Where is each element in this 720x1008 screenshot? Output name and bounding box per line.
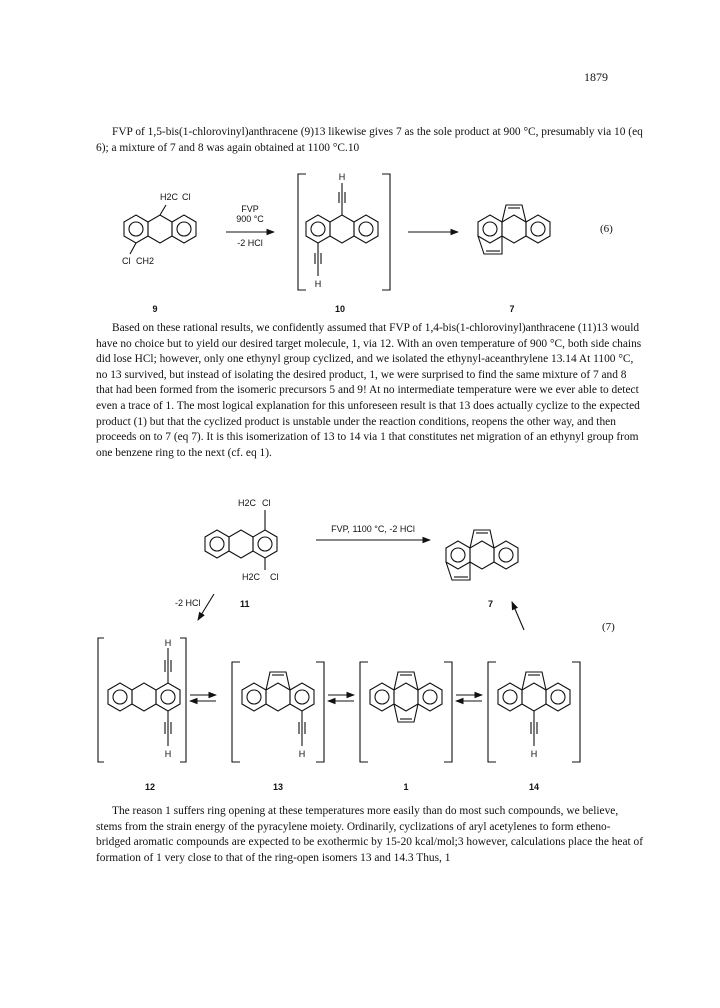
label-10: 10 [334,304,346,314]
s7-cl-top: Cl [262,498,271,508]
eq-7-label: (7) [602,621,615,633]
s6-h2c: H2C [160,192,179,202]
s7-h-12-bottom: H [164,749,172,759]
scheme-6-labels [122,172,613,314]
s6-reagent-mid: 900 °C [236,214,264,224]
s6-reagent-bottom: -2 HCl [237,238,263,248]
paragraph-2: Based on these rational results, we confidently assumed that FVP of 1,4-bis(1-chlorovinyl)anthracene (11)13 would have no choice but to yield our desired target molecule, 1, via 12. With an oven temperature of 900 °C, both side chains did lose HCl; however, only one ethynyl group cyclized, and we isolated the ethynyl-aceanthrylene 13.14 At 1100 °C, no 13 survived, but instead of isolating the desired product, 1, we were surprised to find the same mixture of 7 and 8 that had been formed from the isomeric precursors 5 and 9! At no intermediate temperature were we ever able to detect even a trace of 1. The most logical explanation for this unforeseen result is that 13 does actually cyclize to the expected product (1) but that the cyclized product is unstable under the reaction conditions, reopens the other way, and then proceeds on to 7 (eq 7). It is this isomerization of 13 to 14 via 1 that constitutes net migration of an ethynyl group from one benzene ring to the next (cf. eq 1). [96,322,642,459]
label-11: 11 [240,599,250,609]
compound-1-structure [370,672,442,722]
scheme-7 [98,510,580,762]
s6-h-bottom: H [314,279,322,289]
compound-7b-structure [446,530,518,580]
compound-14-structure [498,672,570,746]
label-13: 13 [272,782,284,792]
scheme-7-labels [145,498,615,792]
s7-side-label: -2 HCl [175,598,201,608]
paragraph-3: The reason 1 suffers ring opening at these temperatures more easily than do most such compounds, we believe, stems from the strain energy of the pyracylene moiety. Ordinarily, cyclizations of aryl acetylenes to form etheno-bridged aromatic compounds are expected to be exothermic by 15-20 kcal/mol;3 however, calculations place the heat of formation of 1 very close to that of the ring-open isomers 13 and 14.3 Thus, 1 [96,805,644,864]
s7-h-13: H [298,749,306,759]
compound-13-structure [242,672,314,746]
compound-11-structure [205,510,277,570]
label-14: 14 [528,782,540,792]
label-9: 9 [152,304,158,314]
compound-12-structure [108,648,180,746]
s7-h-12-top: H [164,638,172,648]
s6-cl-bottom: Cl [122,256,131,266]
label-7: 7 [509,304,515,314]
s6-cl-top: Cl [182,192,191,202]
s7-cl-bottom: Cl [270,572,279,582]
label-12: 12 [144,782,156,792]
compound-9-structure [124,205,196,254]
s7-arrow-label: FVP, 1100 °C, -2 HCl [331,524,415,534]
s6-reagent-top: FVP [241,204,259,214]
page-number: 1879 [584,70,608,84]
label-1: 1 [403,782,409,792]
label-7b: 7 [488,599,494,609]
eq-6-label: (6) [600,223,613,235]
s7-h2c-top: H2C [238,498,257,508]
s6-ch2: CH2 [136,256,155,266]
s7-h2c-bottom: H2C [242,572,261,582]
s6-h-top: H [338,172,346,182]
compound-7-structure [478,205,550,254]
paragraph-1: FVP of 1,5-bis(1-chlorovinyl)anthracene (9)13 likewise gives 7 as the sole product at 900 °C, presumably via 10 (eq 6); a mixture of 7 and 8 was again obtained at 1100 °C.10 [96,126,643,154]
s7-h-14: H [530,749,538,759]
compound-10-structure [306,183,378,276]
